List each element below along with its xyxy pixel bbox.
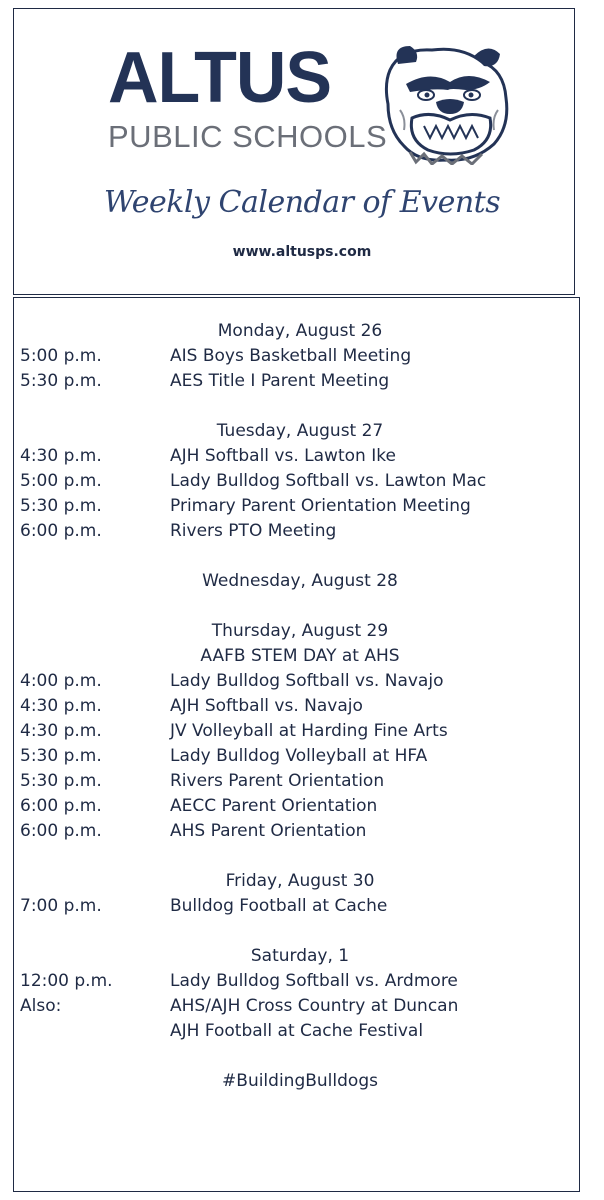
event-time: 6:00 p.m. (20, 821, 102, 841)
event-time: Also: (20, 996, 62, 1016)
event-row (20, 694, 580, 719)
event-row (20, 719, 580, 744)
event-row (20, 1019, 580, 1044)
event-row (20, 994, 580, 1019)
event-row (20, 669, 580, 694)
event-time: 6:00 p.m. (20, 796, 102, 816)
event-row (20, 769, 580, 794)
event-row (20, 894, 580, 919)
event-description: AIS Boys Basketball Meeting (170, 346, 412, 366)
calendar-title: Weekly Calendar of Events (103, 185, 501, 220)
event-row (20, 969, 580, 994)
website-link[interactable]: www.altusps.com (232, 244, 372, 260)
day-heading: Tuesday, August 27 (216, 421, 384, 441)
event-time: 4:00 p.m. (20, 671, 102, 691)
event-description: AHS Parent Orientation (170, 821, 367, 841)
event-row (20, 444, 580, 469)
event-time: 4:30 p.m. (20, 696, 102, 716)
event-description: JV Volleyball at Harding Fine Arts (170, 721, 448, 741)
logo-subtitle: PUBLIC SCHOOLS (108, 119, 388, 154)
day-heading: Friday, August 30 (225, 871, 375, 891)
event-schedule (20, 319, 580, 1094)
event-row (20, 819, 580, 844)
event-description: Lady Bulldog Softball vs. Lawton Mac (170, 471, 487, 491)
logo-title: ALTUS (108, 36, 332, 118)
event-description: Primary Parent Orientation Meeting (170, 496, 471, 516)
day-heading: Saturday, 1 (250, 946, 350, 966)
bulldog-mascot-icon (370, 40, 518, 165)
day-spacer (20, 919, 580, 944)
day-spacer (20, 594, 580, 619)
event-time: 12:00 p.m. (20, 971, 113, 991)
event-description: Rivers PTO Meeting (170, 521, 337, 541)
event-time: 4:30 p.m. (20, 721, 102, 741)
event-description: AHS/AJH Cross Country at Duncan (170, 996, 459, 1016)
event-description: Lady Bulldog Softball vs. Ardmore (170, 971, 458, 991)
event-time: 5:30 p.m. (20, 371, 102, 391)
event-row (20, 369, 580, 394)
event-time: 5:00 p.m. (20, 471, 102, 491)
day-subheading: AAFB STEM DAY at AHS (200, 646, 400, 666)
event-time: 7:00 p.m. (20, 896, 102, 916)
event-description: AJH Softball vs. Lawton Ike (170, 446, 396, 466)
hashtag: #BuildingBulldogs (222, 1071, 378, 1091)
event-time (20, 1019, 170, 1044)
day-heading: Thursday, August 29 (211, 621, 389, 641)
day-spacer (20, 394, 580, 419)
day-heading: Monday, August 26 (217, 321, 383, 341)
event-description: AJH Football at Cache Festival (170, 1021, 424, 1041)
event-row (20, 494, 580, 519)
event-description: Lady Bulldog Volleyball at HFA (170, 746, 428, 766)
day-heading: Wednesday, August 28 (202, 571, 398, 591)
event-description: AECC Parent Orientation (170, 796, 378, 816)
day-spacer (20, 844, 580, 869)
event-row (20, 344, 580, 369)
event-description: AJH Softball vs. Navajo (170, 696, 363, 716)
event-description: Rivers Parent Orientation (170, 771, 385, 791)
event-row (20, 794, 580, 819)
event-time: 5:30 p.m. (20, 746, 102, 766)
event-description: AES Title I Parent Meeting (170, 371, 390, 391)
event-row (20, 469, 580, 494)
event-time: 5:00 p.m. (20, 346, 102, 366)
event-description: Bulldog Football at Cache (170, 896, 388, 916)
day-spacer (20, 544, 580, 569)
event-time: 4:30 p.m. (20, 446, 102, 466)
event-time: 6:00 p.m. (20, 521, 102, 541)
event-description: Lady Bulldog Softball vs. Navajo (170, 671, 444, 691)
event-row (20, 519, 580, 544)
event-row (20, 744, 580, 769)
event-time: 5:30 p.m. (20, 771, 102, 791)
event-time: 5:30 p.m. (20, 496, 102, 516)
